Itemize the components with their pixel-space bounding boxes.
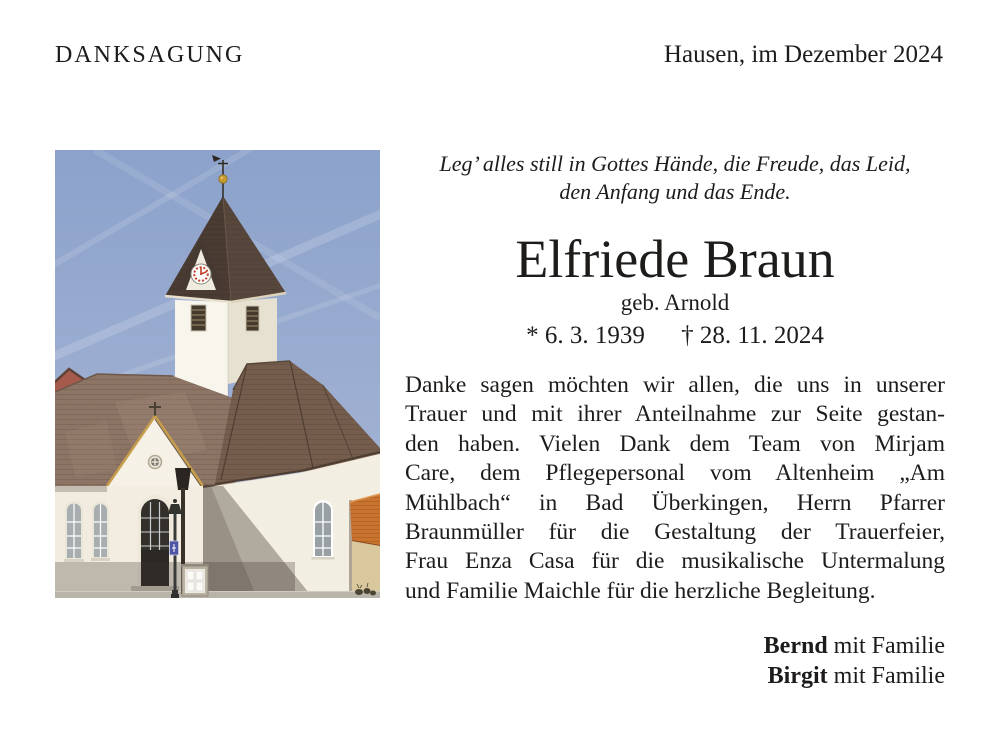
body-line: Frau Enza Casa für die musikalische Untermalung xyxy=(405,548,945,575)
deceased-name: Elfriede Braun xyxy=(515,229,835,289)
belfry-louver-left xyxy=(191,305,206,331)
birth-date: * 6. 3. 1939 xyxy=(526,322,645,349)
thank-you-text xyxy=(405,371,945,606)
signature-line xyxy=(405,631,945,661)
notice-board xyxy=(181,564,209,596)
signer-suffix: mit Familie xyxy=(827,663,945,690)
church-photo-graphic xyxy=(55,150,380,598)
signatures xyxy=(405,631,945,691)
life-dates xyxy=(405,322,945,350)
body-line: Trauer und mit ihrer Anteilnahme zur Seite gestan- xyxy=(405,401,945,428)
memorial-quote xyxy=(405,150,945,206)
signature-line xyxy=(405,661,945,691)
notice-type-heading: DANKSAGUNG xyxy=(55,42,245,68)
memorial-text-column xyxy=(405,150,945,691)
round-window xyxy=(149,456,162,469)
church-photo xyxy=(55,150,380,598)
pavement xyxy=(55,591,380,598)
apse-window xyxy=(312,500,335,560)
belfry-louver-right xyxy=(246,306,259,331)
body-line: Mühlbach“ in Bad Überkingen, Herrn Pfarrer xyxy=(405,489,945,516)
arched-window-1 xyxy=(64,501,84,562)
arched-window-2 xyxy=(91,502,110,562)
body-line: Danke sagen möchten wir allen, die uns in unserer xyxy=(405,372,945,398)
body-line: Care, dem Pflegepersonal vom Altenheim „Am xyxy=(405,460,945,487)
gold-ball xyxy=(219,175,227,183)
maiden-name: geb. Arnold xyxy=(620,290,730,315)
signer-name: Bernd xyxy=(763,633,828,660)
quote-line: den Anfang und das Ende. xyxy=(559,179,791,204)
place-date-line: Hausen, im Dezember 2024 xyxy=(663,41,943,68)
quote-line: Leg’ alles still in Gottes Hände, die Freude, das Leid, xyxy=(439,151,911,176)
body-line: den haben. Vielen Dank dem Team von Mirjam xyxy=(405,430,945,457)
body-line: und Familie Maichle für die herzliche Begleitung. xyxy=(405,577,876,604)
signer-name: Birgit xyxy=(767,663,828,690)
death-date: † 28. 11. 2024 xyxy=(681,322,824,349)
body-line: Braunmüller für die Gestaltung der Trauerfeier, xyxy=(405,519,945,546)
signer-suffix: mit Familie xyxy=(827,633,945,660)
neighbour-building-right xyxy=(349,494,380,598)
